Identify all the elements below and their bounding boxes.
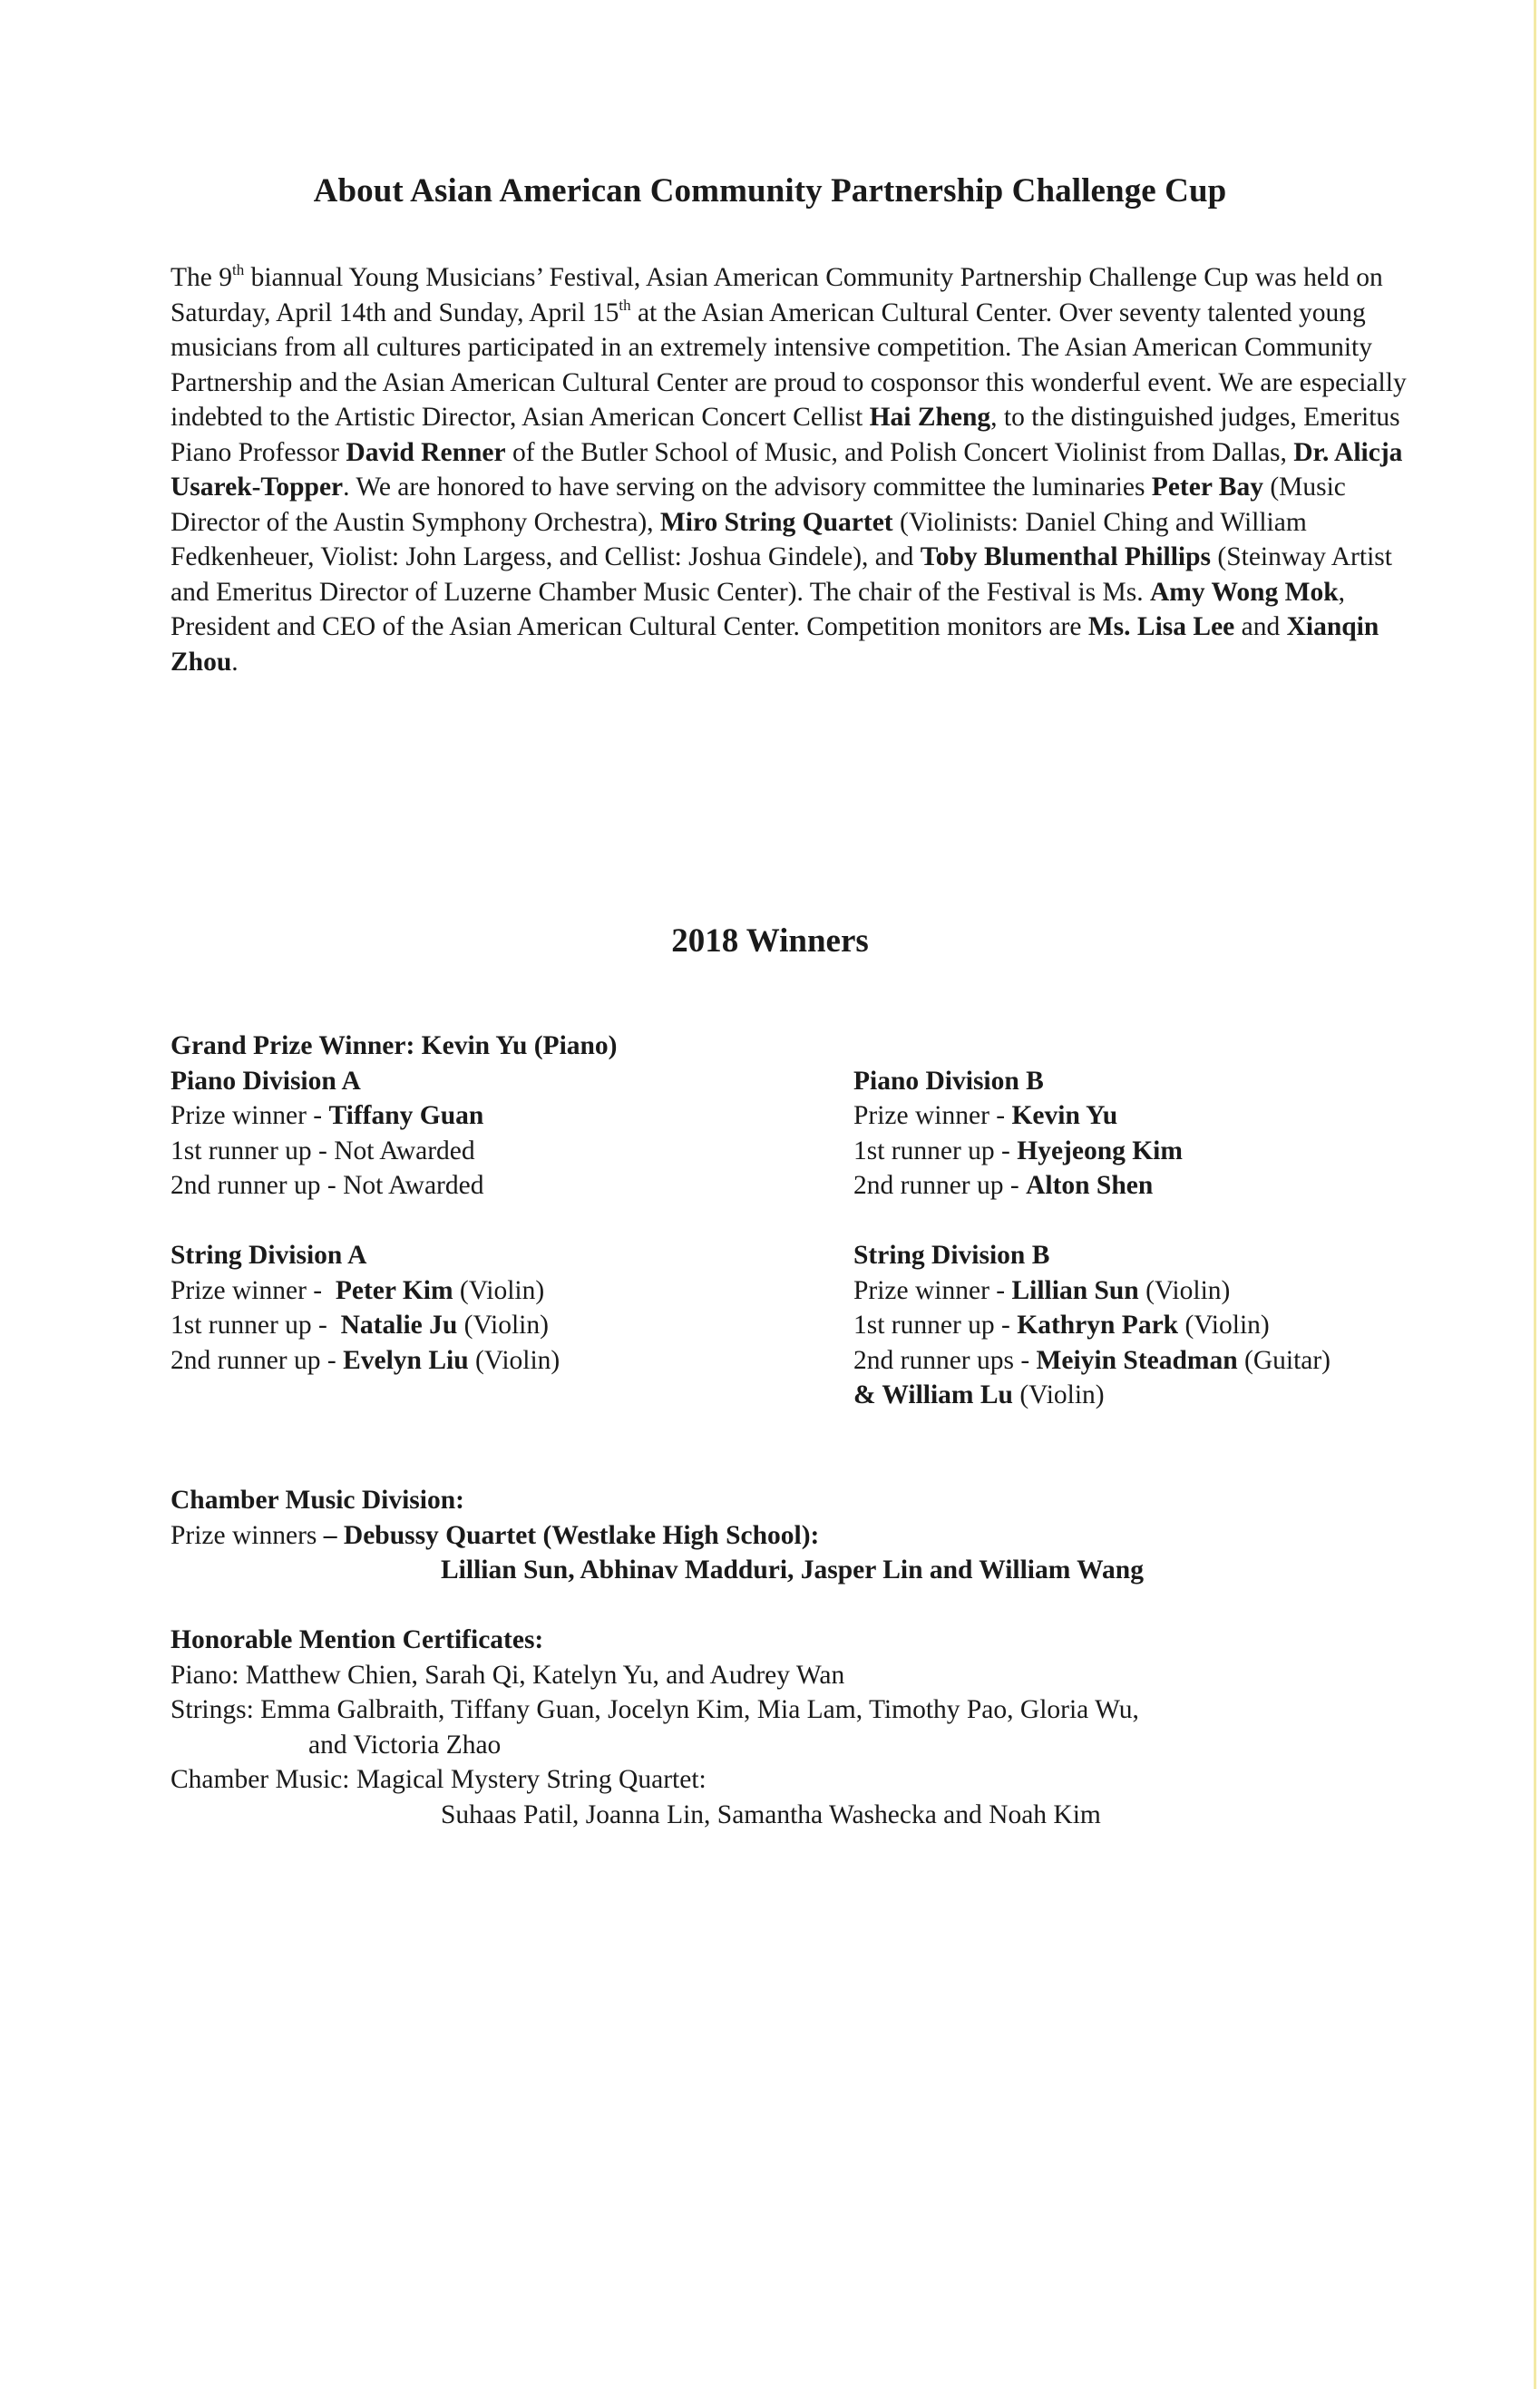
section-heading: [171, 1238, 618, 1273]
judge-name: David Renner: [346, 437, 506, 467]
result-label: Prize winner -: [853, 1275, 1012, 1305]
grand-prize-text: Grand Prize Winner: Kevin Yu (Piano): [171, 1031, 618, 1060]
grand-prize-line: [171, 1029, 618, 1064]
winner-name: Kathryn Park: [1017, 1311, 1179, 1340]
intro-text: (Music Director of the Austin Symphony Orchestra),: [171, 473, 1346, 537]
result-line: [171, 1308, 618, 1343]
ensemble-members: [171, 1553, 1144, 1588]
section-heading: [171, 1623, 1139, 1658]
section-heading: [853, 1064, 1330, 1099]
result-line: [853, 1134, 1330, 1169]
mention-line: Chamber Music: Magical Mystery String Quartet:: [171, 1765, 707, 1794]
monitor-name: Ms. Lisa Lee: [1087, 612, 1235, 641]
intro-text: of the Butler School of Music, and Polish Concert Violinist from Dallas,: [505, 437, 1294, 467]
result-line: [171, 1343, 618, 1379]
advisor-name: Miro String Quartet: [659, 507, 893, 537]
result-line: [853, 1378, 1330, 1413]
winner-name: Hyejeong Kim: [1017, 1136, 1183, 1165]
intro-text: , to the distinguished judges, Emeritus Piano Professor: [171, 403, 1400, 467]
instrument-note: (Violin): [453, 1275, 545, 1305]
winner-ensemble: – Debussy Quartet (Westlake High School):: [323, 1520, 820, 1550]
winner-name: Lillian Sun: [1011, 1275, 1139, 1305]
intro-text: (Steinway Artist and Emeritus Director of Luzerne Chamber Music Center). The chair of the Festival is Ms.: [171, 542, 1392, 607]
result-label: 1st runner up - Not Awarded: [171, 1136, 475, 1165]
section-heading: [853, 1238, 1330, 1273]
result-label: 1st runner up -: [853, 1136, 1018, 1165]
winner-name: Kevin Yu: [1011, 1101, 1118, 1130]
result-label: 1st runner up -: [171, 1311, 341, 1340]
honorable-heading: Honorable Mention Certificates:: [171, 1625, 544, 1654]
result-label: 2nd runner ups -: [853, 1345, 1037, 1375]
instrument-note: (Violin): [1138, 1275, 1231, 1305]
chamber-music-section: [171, 1483, 1144, 1588]
winner-name: Peter Kim: [335, 1275, 453, 1305]
winner-name: Meiyin Steadman: [1036, 1345, 1238, 1375]
result-line: [171, 1098, 618, 1134]
mention-line: Strings: Emma Galbraith, Tiffany Guan, Jocelyn Kim, Mia Lam, Timothy Pao, Gloria Wu,: [171, 1695, 1139, 1724]
intro-text: at the Asian American Cultural Center. Over seventy talented young musicians from all cultures participated in an extremely intensive competition. The Asian American Community Partnership and the Asian American Cultural Center are proud to cosponsor this wonderful event. We are especially indebted to the Artistic Director, Asian American Concert Cellist: [171, 297, 1407, 432]
mention-line: Piano: Matthew Chien, Sarah Qi, Katelyn Yu, and Audrey Wan: [171, 1660, 845, 1690]
page-title: About Asian American Community Partnership Challenge Cup: [313, 172, 1227, 210]
intro-text: , President and CEO of the Asian American Cultural Center. Competition monitors are: [171, 577, 1345, 641]
result-label: 2nd runner up -: [171, 1345, 344, 1375]
winner-name: William Lu: [882, 1380, 1013, 1409]
page-edge-line: [1534, 0, 1536, 2389]
mention-line: Suhaas Patil, Joanna Lin, Samantha Washecka and Noah Kim: [441, 1799, 1101, 1829]
winner-name: Tiffany Guan: [328, 1101, 484, 1130]
result-label: Prize winners: [171, 1520, 324, 1550]
instrument-note: (Violin): [468, 1345, 560, 1375]
piano-b-heading: Piano Division B: [853, 1066, 1044, 1096]
winner-name: Alton Shen: [1026, 1171, 1154, 1200]
result-label: Prize winner -: [853, 1101, 1012, 1130]
artistic-director-name: Hai Zheng: [869, 403, 991, 432]
ampersand: &: [853, 1380, 882, 1409]
chamber-heading: Chamber Music Division:: [171, 1486, 464, 1515]
monitor-name: Xianqin Zhou: [171, 612, 1379, 677]
winners-title: 2018 Winners: [671, 922, 869, 960]
result-line: [171, 1168, 618, 1204]
result-line: [853, 1168, 1330, 1204]
intro-superscript: th: [619, 296, 631, 314]
result-line: [171, 1518, 1144, 1554]
result-line: [171, 1273, 618, 1309]
intro-paragraph: [171, 260, 1422, 679]
section-heading: [171, 1064, 618, 1099]
honorable-mention-section: [171, 1623, 1139, 1832]
result-label: 1st runner up -: [853, 1311, 1018, 1340]
result-line: [171, 1134, 618, 1169]
left-column-winners: [171, 1029, 618, 1378]
result-label: 2nd runner up -: [853, 1171, 1027, 1200]
chair-name: Amy Wong Mok: [1150, 577, 1339, 607]
winner-name: Evelyn Liu: [343, 1345, 469, 1375]
member-names: Lillian Sun, Abhinav Madduri, Jasper Lin and William Wang: [441, 1555, 1144, 1585]
section-heading: [171, 1483, 1144, 1518]
result-line: [853, 1273, 1330, 1309]
instrument-note: (Violin): [457, 1311, 549, 1340]
instrument-note: (Violin): [1012, 1380, 1105, 1409]
intro-text: biannual Young Musicians’ Festival, Asian American Community Partnership Challenge Cup was held on Saturday, April 14th and Sunday, April 15: [171, 263, 1383, 327]
right-column-winners: [853, 1064, 1330, 1413]
string-b-heading: String Division B: [853, 1241, 1050, 1270]
spacer: [171, 1204, 618, 1239]
winner-name: Natalie Ju: [340, 1311, 458, 1340]
piano-a-heading: Piano Division A: [171, 1066, 361, 1096]
mention-line: and Victoria Zhao: [308, 1730, 502, 1760]
intro-text: . We are honored to have serving on the advisory committee the luminaries: [343, 473, 1152, 502]
advisor-name: Toby Blumenthal Phillips: [920, 542, 1212, 571]
spacer: [853, 1204, 1330, 1239]
result-label: Prize winner -: [171, 1275, 336, 1305]
judge-name: Dr. Alicja Usarek-Topper: [171, 437, 1403, 502]
intro-text: .: [231, 647, 239, 677]
string-a-heading: String Division A: [171, 1241, 367, 1270]
result-line: [853, 1343, 1330, 1379]
result-label: 2nd runner up - Not Awarded: [171, 1171, 484, 1200]
instrument-note: (Violin): [1178, 1311, 1270, 1340]
instrument-note: (Guitar): [1237, 1345, 1331, 1375]
intro-text: (Violinists: Daniel Ching and William Fedkenheuer, Violist: John Largess, and Cellist: Joshua Gindele), and: [171, 507, 1307, 571]
intro-text: The 9: [171, 263, 232, 292]
intro-text: and: [1234, 612, 1287, 641]
result-line: [853, 1308, 1330, 1343]
result-line: [853, 1098, 1330, 1134]
intro-superscript: th: [232, 261, 245, 278]
advisor-name: Peter Bay: [1151, 473, 1263, 502]
result-label: Prize winner -: [171, 1101, 329, 1130]
